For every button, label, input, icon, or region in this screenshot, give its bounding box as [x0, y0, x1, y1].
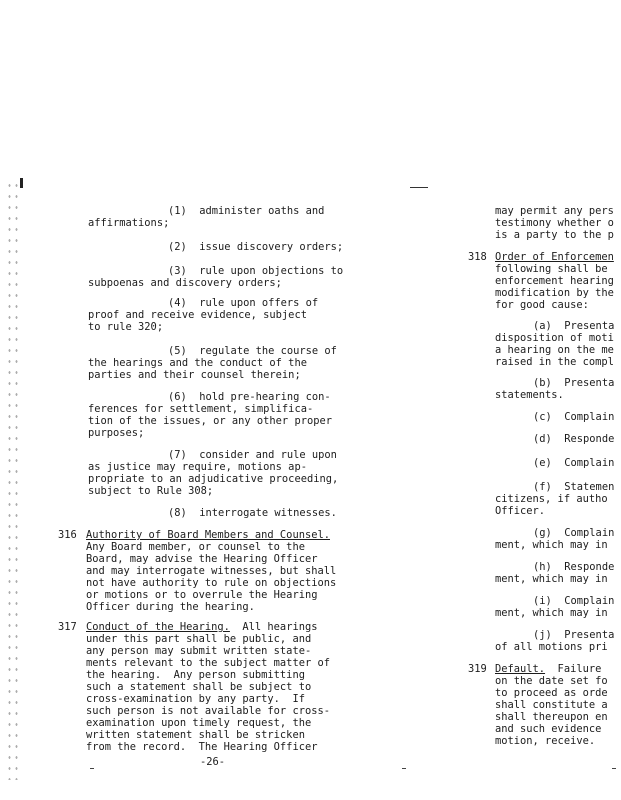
- item-4-line: (4) rule upon offers of: [168, 297, 319, 309]
- rule-319-number: 319: [468, 663, 487, 675]
- rule-317-line: cross-examination by any party. If: [86, 693, 305, 705]
- rule-316-line: and may interrogate witnesses, but shall: [86, 565, 337, 577]
- rule-319-line: shall constitute a: [495, 699, 608, 711]
- item-7-line: subject to Rule 308;: [88, 485, 214, 497]
- scan-mark: [20, 178, 23, 188]
- item-6-line: purposes;: [88, 427, 145, 439]
- item-f-line: (f) Statemen: [533, 481, 615, 493]
- right-line: testimony whether o: [495, 217, 614, 229]
- rule-318-heading: Order of Enforcemen: [495, 251, 614, 263]
- item-b-line: statements.: [495, 389, 564, 401]
- scan-mark: [402, 768, 406, 769]
- rule-316-line: Officer during the hearing.: [86, 601, 255, 613]
- item-b-line: (b) Presenta: [533, 377, 615, 389]
- item-5-line: the hearings and the conduct of the: [88, 357, 307, 369]
- item-i-line: ment, which may in: [495, 607, 608, 619]
- rule-316-line: Board, may advise the Hearing Officer: [86, 553, 318, 565]
- scan-mark: [612, 768, 616, 769]
- rule-317-heading: Conduct of the Hearing.: [86, 621, 230, 633]
- rule-317-line: ments relevant to the subject matter of: [86, 657, 330, 669]
- rule-316-line: Any Board member, or counsel to the: [86, 541, 305, 553]
- item-f-line: Officer.: [495, 505, 546, 517]
- scan-mark: [90, 768, 94, 769]
- rule-318-number: 318: [468, 251, 487, 263]
- rule-318-line: enforcement hearing: [495, 275, 614, 287]
- rule-317-first-rest: All hearings: [229, 621, 318, 633]
- scan-noise: [6, 180, 20, 780]
- item-6-line: tion of the issues, or any other proper: [88, 415, 332, 427]
- rule-319-heading: Default.: [495, 663, 546, 675]
- rule-317-line: examination upon timely request, the: [86, 717, 312, 729]
- item-4-line: proof and receive evidence, subject: [88, 309, 307, 321]
- rule-317-line: written statement shall be stricken: [86, 729, 305, 741]
- rule-318-line: following shall be: [495, 263, 608, 275]
- item-3-line: subpoenas and discovery orders;: [88, 277, 282, 289]
- item-7-line: (7) consider and rule upon: [168, 449, 337, 461]
- item-a-line: disposition of moti: [495, 332, 614, 344]
- item-2-line: (2) issue discovery orders;: [168, 241, 344, 253]
- item-a-line: a hearing on the me: [495, 344, 614, 356]
- item-7-line: as justice may require, motions ap-: [88, 461, 307, 473]
- rule-317-line: from the record. The Hearing Officer: [86, 741, 318, 753]
- right-line: may permit any pers: [495, 205, 614, 217]
- item-3-line: (3) rule upon objections to: [168, 265, 344, 277]
- scan-mark: [410, 187, 428, 188]
- rule-317-number: 317: [58, 621, 77, 633]
- rule-317-line: under this part shall be public, and: [86, 633, 312, 645]
- item-7-line: propriate to an adjudicative proceeding,: [88, 473, 339, 485]
- rule-319-line: and such evidence: [495, 723, 602, 735]
- item-j-line: (j) Presenta: [533, 629, 615, 641]
- right-line: is a party to the p: [495, 229, 614, 241]
- rule-317-line: any person may submit written state-: [86, 645, 312, 657]
- rule-319-line: on the date set fo: [495, 675, 608, 687]
- item-5-line: parties and their counsel therein;: [88, 369, 301, 381]
- rule-316-number: 316: [58, 529, 77, 541]
- item-g-line: ment, which may in: [495, 539, 608, 551]
- item-8-line: (8) interrogate witnesses.: [168, 507, 337, 519]
- rule-318-line: modification by the: [495, 287, 614, 299]
- item-6-line: (6) hold pre-hearing con-: [168, 391, 331, 403]
- rule-319-line: shall thereupon en: [495, 711, 608, 723]
- rule-317-line: such person is not available for cross-: [86, 705, 330, 717]
- item-1-line: affirmations;: [88, 217, 170, 229]
- item-a-line: (a) Presenta: [533, 320, 615, 332]
- rule-317-first-line: [86, 621, 317, 633]
- item-h-line: (h) Responde: [533, 561, 615, 573]
- item-g-line: (g) Complain: [533, 527, 615, 539]
- item-6-line: ferences for settlement, simplifica-: [88, 403, 314, 415]
- rule-319-line: motion, receive.: [495, 735, 596, 747]
- rule-316-line: or motions or to overrule the Hearing: [86, 589, 318, 601]
- item-f-line: citizens, if autho: [495, 493, 608, 505]
- item-h-line: ment, which may in: [495, 573, 608, 585]
- rule-319-line: to proceed as orde: [495, 687, 608, 699]
- item-d-line: (d) Responde: [533, 433, 615, 445]
- item-e-line: (e) Complain: [533, 457, 615, 469]
- rule-316-line: not have authority to rule on objections: [86, 577, 337, 589]
- rule-316-heading: Authority of Board Members and Counsel.: [86, 529, 330, 541]
- item-c-line: (c) Complain: [533, 411, 615, 423]
- rule-319-first-rest: Failure: [545, 663, 602, 675]
- item-1-line: (1) administer oaths and: [168, 205, 325, 217]
- rule-318-line: for good cause:: [495, 299, 589, 311]
- item-4-line: to rule 320;: [88, 321, 164, 333]
- rule-319-first-line: [495, 663, 601, 675]
- item-5-line: (5) regulate the course of: [168, 345, 337, 357]
- item-a-line: raised in the compl: [495, 356, 614, 368]
- item-i-line: (i) Complain: [533, 595, 615, 607]
- item-j-line: of all motions pri: [495, 641, 608, 653]
- page-number: -26-: [200, 756, 226, 768]
- rule-317-line: the hearing. Any person submitting: [86, 669, 305, 681]
- rule-317-line: such a statement shall be subject to: [86, 681, 312, 693]
